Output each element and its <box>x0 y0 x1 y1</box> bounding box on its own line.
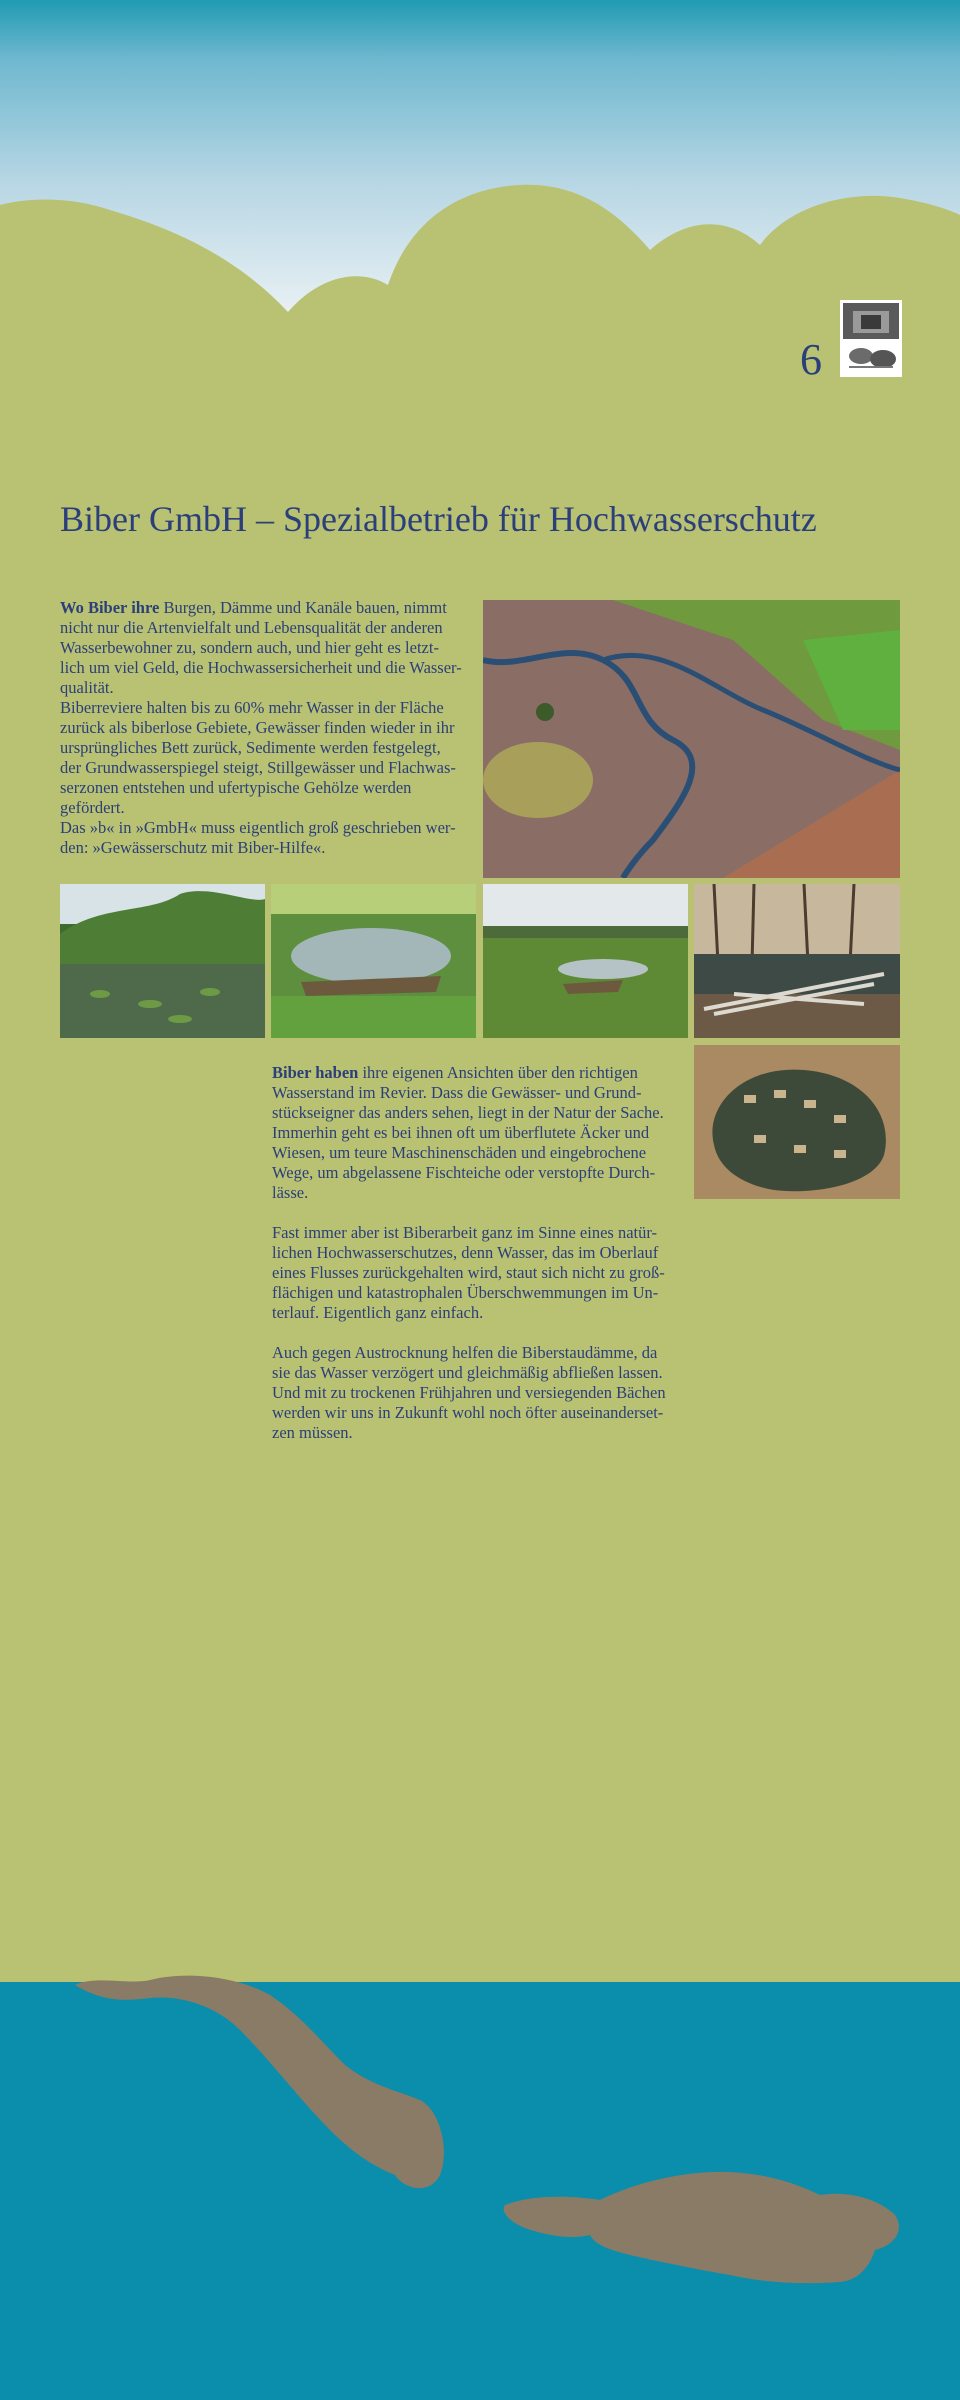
body-line: terlauf. Eigentlich ganz einfach. <box>272 1303 484 1322</box>
body-line: lässe. <box>272 1183 309 1202</box>
body-lead: Biber haben <box>272 1063 359 1082</box>
beaver-dam-pond-photo <box>271 884 476 1038</box>
body-line: Auch gegen Austrocknung helfen die Biberstaudämme, da <box>272 1343 658 1362</box>
intro-line: gefördert. <box>60 798 125 817</box>
intro-line: Das »b« in »GmbH« muss eigentlich groß geschrieben wer- <box>60 818 456 837</box>
beaver-dam-woodland-photo <box>694 884 900 1038</box>
body-line: Wege, um abgelassene Fischteiche oder verstopfte Durch- <box>272 1163 656 1182</box>
intro-line: qualität. <box>60 678 114 697</box>
intro-text <box>60 598 480 858</box>
body-line: Immerhin geht es bei ihnen oft um überflutete Äcker und <box>272 1123 650 1142</box>
page-icon-thumbnail <box>840 300 902 377</box>
water <box>0 1982 960 2400</box>
page-title: Biber GmbH – Spezialbetrieb für Hochwasserschutz <box>60 499 817 539</box>
body-line: Fast immer aber ist Biberarbeit ganz im Sinne eines natür- <box>272 1223 658 1242</box>
body-text <box>272 1063 692 1443</box>
intro-line: den: »Gewässerschutz mit Biber-Hilfe«. <box>60 838 326 857</box>
intro-line: Biberreviere halten bis zu 60% mehr Wasser in der Fläche <box>60 698 444 717</box>
intro-lead: Wo Biber ihre <box>60 598 160 617</box>
intro-line: zurück als biberlose Gebiete, Gewässer finden wieder in ihr <box>60 718 455 737</box>
intro-line: Wasserbewohner zu, sondern auch, und hier geht es letzt- <box>60 638 439 657</box>
body-line: werden wir uns in Zukunft wohl noch öfter auseinanderset- <box>272 1403 664 1422</box>
intro-line: Burgen, Dämme und Kanäle bauen, nimmt <box>163 598 447 617</box>
intro-line: ursprüngliches Bett zurück, Sedimente werden festgelegt, <box>60 738 441 757</box>
body-line: lichen Hochwasserschutzes, denn Wasser, das im Oberlauf <box>272 1243 659 1262</box>
intro-line: lich um viel Geld, die Hochwassersicherheit und die Wasser- <box>60 658 462 677</box>
body-line: ihre eigenen Ansichten über den richtigen <box>362 1063 638 1082</box>
body-line: sie das Wasser verzögert und gleichmäßig abfließen lassen. <box>272 1363 663 1382</box>
aerial-wetland-photo <box>483 600 900 878</box>
body-line: Wasserstand im Revier. Dass die Gewässer- und Grund- <box>272 1083 642 1102</box>
page-number: 6 <box>800 335 822 384</box>
pond-lilypads-photo <box>60 884 265 1038</box>
intro-line: nicht nur die Artenvielfalt und Lebensqualität der anderen <box>60 618 443 637</box>
flooded-meadow-photo <box>483 884 688 1038</box>
body-line: zen müssen. <box>272 1423 353 1442</box>
body-line: Wiesen, um teure Maschinenschäden und eingebrochene <box>272 1143 647 1162</box>
intro-line: serzonen entstehen und ufertypische Gehölze werden <box>60 778 412 797</box>
intro-line: der Grundwasserspiegel steigt, Stillgewässer und Flachwas- <box>60 758 456 777</box>
body-line: flächigen und katastrophalen Überschwemmungen im Un- <box>272 1283 659 1302</box>
flooded-town-aerial-photo <box>694 1045 900 1199</box>
body-line: stückseigner das anders sehen, liegt in der Natur der Sache. <box>272 1103 664 1122</box>
body-line: eines Flusses zurückgehalten wird, staut sich nicht zu groß- <box>272 1263 665 1282</box>
body-line: Und mit zu trockenen Frühjahren und versiegenden Bächen <box>272 1383 666 1402</box>
